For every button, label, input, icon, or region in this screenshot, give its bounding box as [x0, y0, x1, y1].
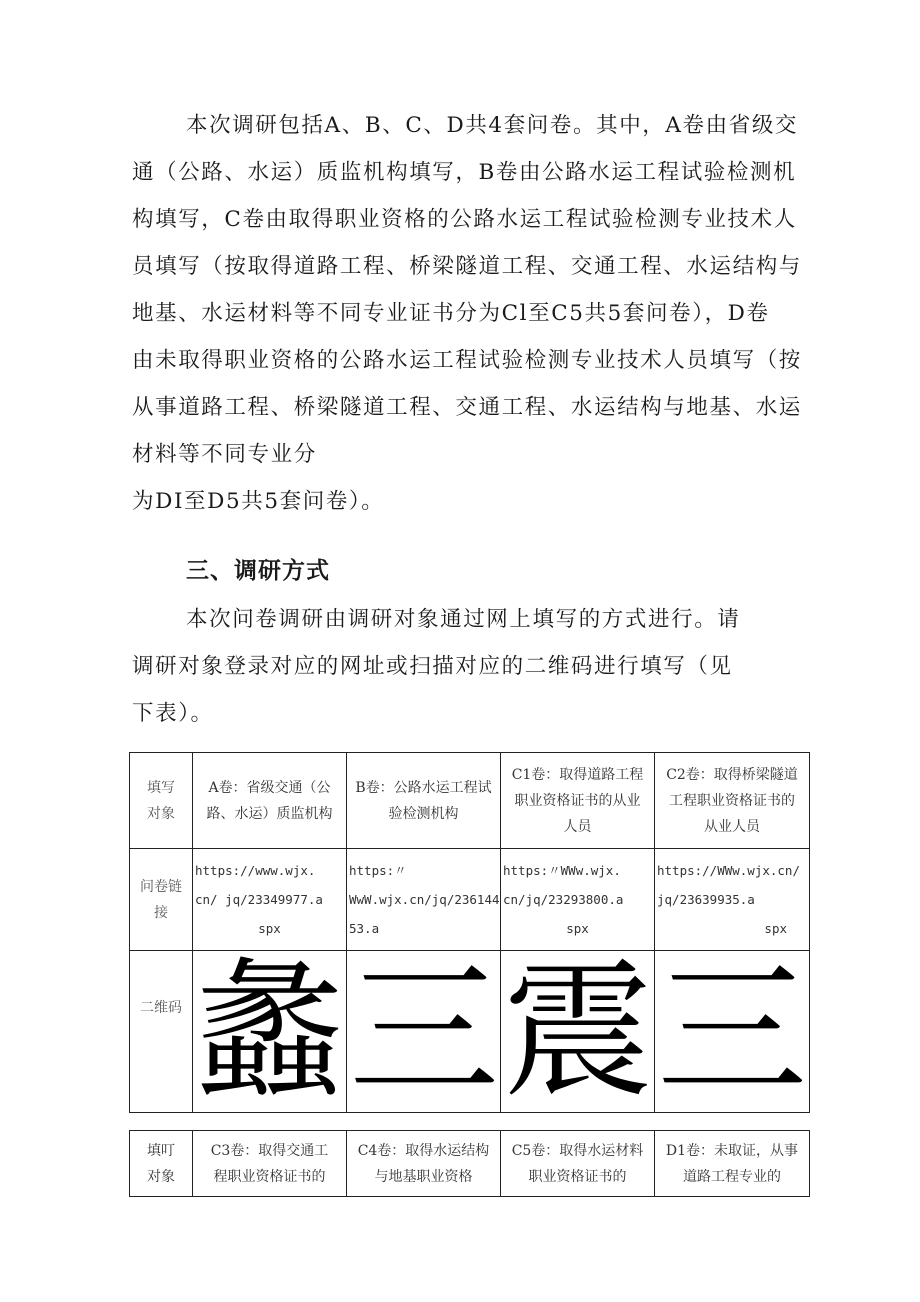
- intro-line: 本次调研包括A、B、C、D共4套问卷。其中，A卷由省级交: [186, 113, 799, 138]
- link-b[interactable]: https:〃 WwW.wjx.cn/jq/236144 53.a: [347, 849, 501, 951]
- intro-line: 地基、水运材料等不同专业证书分为Cl至C5共5套问卷），D卷: [132, 301, 770, 326]
- survey-table: [129, 752, 810, 1113]
- intro-line: 通（公路、水运）质监机构填写，B卷由公路水运工程试验检测机: [132, 160, 797, 185]
- target-cell-c4: C4卷：取得水运结构 与地基职业资格: [347, 1131, 501, 1197]
- intro-line: 构填写，C卷由取得职业资格的公路水运工程试验检测专业技术人: [132, 207, 797, 232]
- row-label-target: 填写 对象: [130, 753, 193, 849]
- section-line: 本次问卷调研由调研对象通过网上填写的方式进行。请: [186, 607, 741, 632]
- intro-line: 为DI至D5共5套问卷）。: [132, 489, 385, 514]
- link-c1[interactable]: https:〃WWw.wjx. cn/jq/23293800.a spx: [501, 849, 655, 951]
- target-cell-b: B卷：公路水运工程试 验检测机构: [347, 753, 501, 849]
- table-row-link: [130, 849, 810, 951]
- target-cell-c2: C2卷：取得桥梁隧道 工程职业资格证书的 从业人员: [655, 753, 810, 849]
- intro-line: 材料等不同专业分: [132, 442, 317, 467]
- row-label-link: 问卷链 接: [130, 849, 193, 951]
- section-line: 下表）。: [132, 701, 214, 726]
- qr-code-a: 蠡: [193, 951, 347, 1113]
- target-cell-a: A卷：省级交通（公 路、水运）质监机构: [193, 753, 347, 849]
- intro-line: 由未取得职业资格的公路水运工程试验检测专业技术人员填写（按: [132, 348, 802, 373]
- qr-code-c2: 三: [655, 951, 810, 1113]
- survey-table-continued: [129, 1130, 810, 1197]
- intro-line: 从事道路工程、桥梁隧道工程、交通工程、水运结构与地基、水运: [132, 395, 802, 420]
- qr-code-b: 三: [347, 951, 501, 1113]
- table-row-qr: [130, 951, 810, 1113]
- section-line: 调研对象登录对应的网址或扫描对应的二维码进行填写（见: [132, 654, 733, 679]
- link-a[interactable]: https://www.wjx. cn/ jq/23349977.a spx: [193, 849, 347, 951]
- target-cell-d1: D1卷：未取证，从事 道路工程专业的: [655, 1131, 810, 1197]
- section-heading: 三、调研方式: [186, 558, 330, 584]
- intro-paragraph: [132, 102, 812, 525]
- table-row-target: [130, 1131, 810, 1197]
- link-c2[interactable]: https://WWw.wjx.cn/ jq/23639935.a spx: [655, 849, 810, 951]
- target-cell-c1: C1卷：取得道路工程 职业资格证书的从业 人员: [501, 753, 655, 849]
- row-label-qr: 二维码: [130, 951, 193, 1113]
- table-row-target: [130, 753, 810, 849]
- target-cell-c5: C5卷：取得水运材料 职业资格证书的: [501, 1131, 655, 1197]
- qr-code-c1: 震: [501, 951, 655, 1113]
- intro-line: 员填写（按取得道路工程、桥梁隧道工程、交通工程、水运结构与: [132, 254, 802, 279]
- section-paragraph: [132, 596, 812, 737]
- row-label-target: 填叮 对象: [130, 1131, 193, 1197]
- target-cell-c3: C3卷：取得交通工 程职业资格证书的: [193, 1131, 347, 1197]
